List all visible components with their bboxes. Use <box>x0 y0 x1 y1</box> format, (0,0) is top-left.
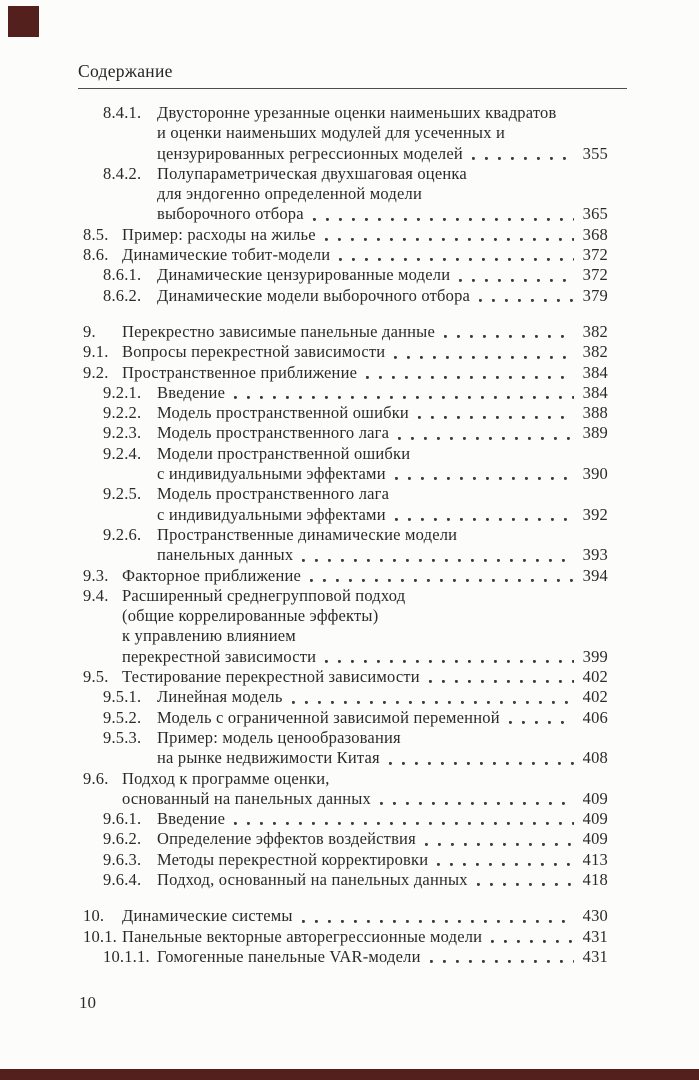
toc-entry-line: Пространственное приближение <box>122 362 358 382</box>
toc-entry-line: Расширенный среднегрупповой подход <box>122 585 406 605</box>
toc-entry-line: и оценки наименьших модулей для усеченных и <box>157 123 506 143</box>
toc-entry-page: 406 <box>582 707 608 727</box>
table-of-contents <box>83 103 608 967</box>
scan-artifact-bottom-bar <box>0 1069 699 1080</box>
dot-leader <box>234 822 574 825</box>
toc-entry <box>83 525 608 566</box>
toc-entry-number: 9.2.3. <box>103 423 142 443</box>
toc-entry-number: 9.5. <box>83 667 109 687</box>
toc-entry-number: 9.2.2. <box>103 403 142 423</box>
toc-entry <box>83 363 608 383</box>
toc-entry-line: Динамические модели выборочного отбора <box>157 285 471 305</box>
toc-entry <box>83 322 608 342</box>
toc-entry-number: 8.6. <box>83 245 109 265</box>
dot-leader <box>380 802 574 805</box>
toc-entry-line: перекрестной зависимости <box>122 646 317 666</box>
toc-entry-line: Пример: расходы на жилье <box>122 224 316 244</box>
toc-entry-page: 402 <box>582 687 608 707</box>
toc-entry-line: Определение эффектов воздействия <box>157 829 416 849</box>
toc-entry <box>83 245 608 265</box>
toc-entry-line: Пространственные динамические модели <box>157 524 458 544</box>
dot-leader <box>437 863 573 866</box>
dot-leader <box>395 477 574 480</box>
toc-entry-line: Динамические тобит-модели <box>122 245 331 265</box>
toc-entry-number: 8.6.2. <box>103 285 142 305</box>
toc-entry-page: 430 <box>582 906 608 926</box>
toc-entry <box>83 403 608 423</box>
toc-entry-number: 9.3. <box>83 565 109 585</box>
toc-entry-page: 418 <box>582 869 608 889</box>
toc-entry <box>83 947 608 967</box>
dot-leader <box>472 157 574 160</box>
toc-entry-line: с индивидуальными эффектами <box>157 504 386 524</box>
toc-entry-number: 10.1.1. <box>103 946 150 966</box>
toc-entry-page: 408 <box>582 748 608 768</box>
toc-entry-page: 409 <box>582 788 608 808</box>
toc-entry-page: 379 <box>582 285 608 305</box>
toc-entry-page: 355 <box>582 143 608 163</box>
toc-entry-line: Модель с ограниченной зависимой переменной <box>157 707 500 727</box>
toc-entry-page: 393 <box>582 545 608 565</box>
toc-entry <box>83 667 608 687</box>
toc-entry-page: 365 <box>582 204 608 224</box>
toc-entry <box>83 809 608 829</box>
toc-entry-line: Методы перекрестной корректировки <box>157 849 429 869</box>
dot-leader <box>394 356 573 359</box>
dot-leader <box>339 258 573 261</box>
toc-entry <box>83 586 608 667</box>
dot-leader <box>479 299 574 302</box>
toc-entry-page: 399 <box>582 646 608 666</box>
toc-entry-page: 409 <box>582 829 608 849</box>
toc-entry-line: Тестирование перекрестной зависимости <box>122 667 420 687</box>
toc-entry-line: Гомогенные панельные VAR-модели <box>157 946 421 966</box>
toc-entry-number: 9.2.1. <box>103 382 142 402</box>
toc-entry-line: (общие коррелированные эффекты) <box>122 606 379 626</box>
dot-leader <box>477 883 574 886</box>
toc-entry <box>83 444 608 485</box>
toc-entry-page: 413 <box>582 849 608 869</box>
toc-entry-number: 9.6. <box>83 768 109 788</box>
toc-entry <box>83 850 608 870</box>
dot-leader <box>395 518 574 521</box>
toc-entry-page: 409 <box>582 809 608 829</box>
toc-entry-number: 9.2.4. <box>103 443 142 463</box>
toc-entry-line: с индивидуальными эффектами <box>157 464 386 484</box>
header-rule <box>78 88 627 89</box>
dot-leader <box>325 660 573 663</box>
toc-entry-line: Динамические системы <box>122 906 293 926</box>
toc-entry-page: 384 <box>582 362 608 382</box>
toc-entry <box>83 927 608 947</box>
toc-entry-number: 9.6.4. <box>103 869 142 889</box>
page-title: Содержание <box>78 61 173 81</box>
toc-entry-line: Панельные векторные авторегрессионные модели <box>122 926 483 946</box>
toc-entry-line: цензурированных регрессионных моделей <box>157 143 463 163</box>
toc-entry <box>83 769 608 810</box>
dot-leader <box>444 335 574 338</box>
toc-entry-line: Полупараметрическая двухшаговая оценка <box>157 163 467 183</box>
toc-entry <box>83 383 608 403</box>
toc-entry-page: 392 <box>582 504 608 524</box>
toc-entry-page: 372 <box>582 265 608 285</box>
toc-entry-line: Модель пространственной ошибки <box>157 403 409 423</box>
toc-entry-page: 384 <box>582 382 608 402</box>
toc-entry <box>83 103 608 164</box>
toc-entry-line: Введение <box>157 382 226 402</box>
toc-entry <box>83 728 608 769</box>
toc-entry <box>83 687 608 707</box>
toc-entry-number: 9.6.1. <box>103 809 142 829</box>
dot-leader <box>302 559 573 562</box>
toc-entry-page: 431 <box>582 926 608 946</box>
toc-entry <box>83 484 608 525</box>
dot-leader <box>302 920 574 923</box>
toc-entry-page: 402 <box>582 667 608 687</box>
toc-entry-number: 8.4.2. <box>103 163 142 183</box>
dot-leader <box>509 721 574 724</box>
toc-entry-line: Подход к программе оценки, <box>122 768 330 788</box>
toc-entry-line: Факторное приближение <box>122 565 302 585</box>
toc-entry-number: 10. <box>83 906 105 926</box>
toc-entry-number: 9.4. <box>83 585 109 605</box>
toc-entry-line: Модель пространственного лага <box>157 484 390 504</box>
toc-entry-number: 9.2.5. <box>103 484 142 504</box>
toc-entry <box>83 423 608 443</box>
toc-entry-line: к управлению влиянием <box>122 626 296 646</box>
toc-entry <box>83 870 608 890</box>
toc-entry-number: 8.4.1. <box>103 103 142 122</box>
toc-entry-number: 8.6.1. <box>103 265 142 285</box>
toc-entry <box>83 342 608 362</box>
toc-entry <box>83 265 608 285</box>
toc-entry-page: 388 <box>582 403 608 423</box>
toc-entry-number: 10.1. <box>83 926 117 946</box>
toc-entry <box>83 566 608 586</box>
toc-entry-line: основанный на панельных данных <box>122 788 372 808</box>
toc-entry <box>83 225 608 245</box>
toc-entry-page: 382 <box>582 342 608 362</box>
toc-entry-page: 431 <box>582 946 608 966</box>
toc-entry-page: 389 <box>582 423 608 443</box>
dot-leader <box>389 762 574 765</box>
toc-entry-line: Пример: модель ценообразования <box>157 727 401 747</box>
dot-leader <box>310 579 574 582</box>
toc-entry-line: панельных данных <box>157 545 294 565</box>
toc-entry-page: 390 <box>582 464 608 484</box>
toc-entry-line: Динамические цензурированные модели <box>157 265 451 285</box>
dot-leader <box>366 376 574 379</box>
toc-entry <box>83 708 608 728</box>
toc-entry-number: 9.6.2. <box>103 829 142 849</box>
toc-entry-number: 9.5.3. <box>103 727 142 747</box>
toc-entry-page: 394 <box>582 565 608 585</box>
dot-leader <box>325 238 574 241</box>
dot-leader <box>459 279 573 282</box>
toc-entry-number: 9. <box>83 321 96 341</box>
toc-entry-number: 9.1. <box>83 342 109 362</box>
dot-leader <box>429 680 574 683</box>
toc-entry-line: выборочного отбора <box>157 204 304 224</box>
dot-leader <box>292 701 574 704</box>
toc-entry-line: Линейная модель <box>157 687 283 707</box>
toc-entry-line: Перекрестно зависимые панельные данные <box>122 321 435 341</box>
toc-entry-page: 382 <box>582 321 608 341</box>
dot-leader <box>425 843 574 846</box>
toc-entry <box>83 906 608 926</box>
toc-entry-number: 9.5.2. <box>103 707 142 727</box>
dot-leader <box>491 940 573 943</box>
toc-entry-page: 368 <box>582 224 608 244</box>
dot-leader <box>418 416 574 419</box>
dot-leader <box>430 960 574 963</box>
scan-artifact-corner-mark <box>8 6 39 37</box>
toc-entry-line: Модель пространственного лага <box>157 423 390 443</box>
toc-entry <box>83 286 608 306</box>
page-number-footer: 10 <box>79 993 96 1012</box>
toc-entry-line: для эндогенно определенной модели <box>157 184 422 204</box>
toc-entry-number: 9.2.6. <box>103 524 142 544</box>
toc-entry-number: 9.6.3. <box>103 849 142 869</box>
toc-entry-number: 9.5.1. <box>103 687 142 707</box>
dot-leader <box>234 396 574 399</box>
toc-entry <box>83 829 608 849</box>
toc-entry-number: 9.2. <box>83 362 109 382</box>
toc-entry-line: на рынке недвижимости Китая <box>157 748 380 768</box>
toc-entry-line: Вопросы перекрестной зависимости <box>122 342 386 362</box>
toc-entry-line: Подход, основанный на панельных данных <box>157 869 468 889</box>
toc-entry-number: 8.5. <box>83 224 109 244</box>
toc-entry-line: Введение <box>157 809 226 829</box>
toc-entry-line: Двусторонне урезанные оценки наименьших квадратов <box>157 103 557 122</box>
dot-leader <box>313 218 574 221</box>
dot-leader <box>398 437 573 440</box>
toc-entry-line: Модели пространственной ошибки <box>157 443 411 463</box>
toc-entry <box>83 164 608 225</box>
toc-entry-page: 372 <box>582 245 608 265</box>
